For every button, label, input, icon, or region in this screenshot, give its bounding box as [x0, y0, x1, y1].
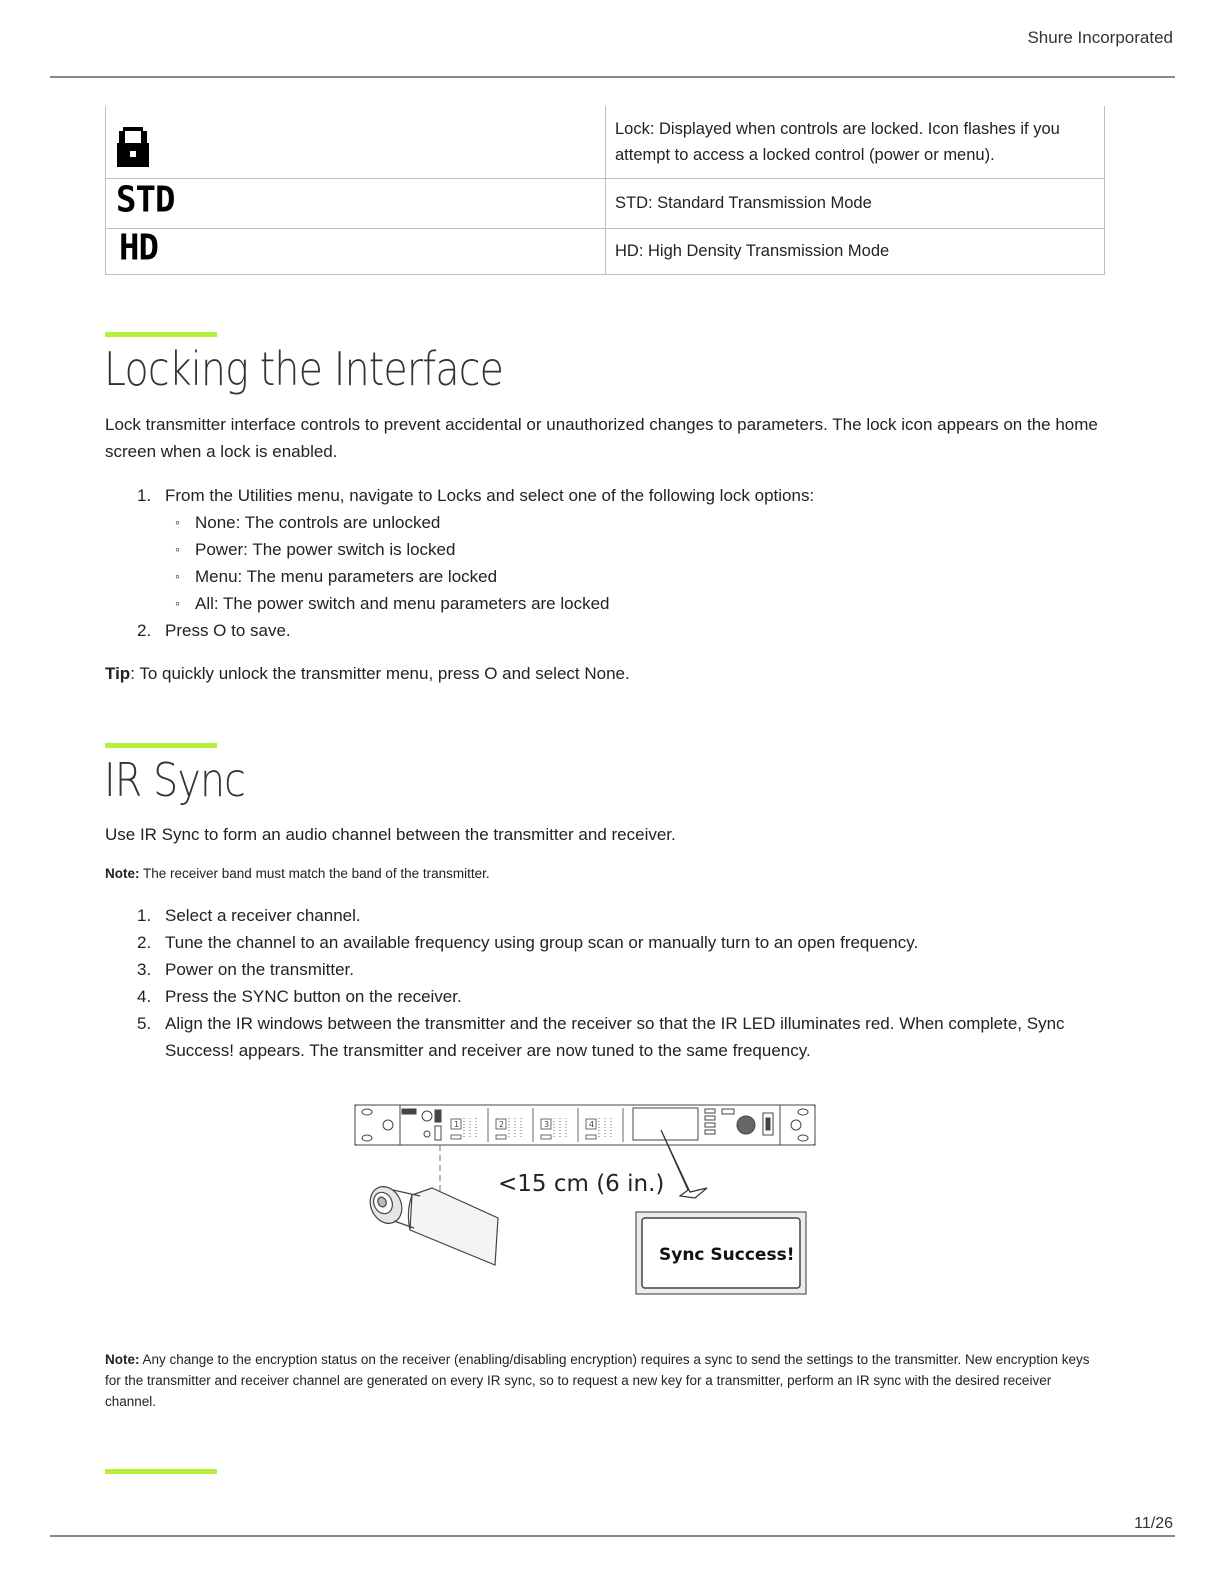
list-number: 1.: [137, 906, 152, 925]
lock-options-list: [165, 509, 1105, 617]
list-item: [137, 617, 1105, 644]
sync-success-text: Sync Success!: [659, 1245, 795, 1265]
table-description-cell: Lock: Displayed when controls are locked. Icon flashes if you attempt to access a locked control (power or menu).: [606, 106, 1105, 178]
list-number: 2.: [137, 621, 152, 640]
footer-divider: [50, 1535, 1175, 1537]
ir-sync-intro: Use IR Sync to form an audio channel between the transmitter and receiver.: [105, 825, 676, 844]
section-accent-bar: [105, 332, 217, 337]
step-text: Press O to save.: [165, 621, 291, 640]
note-text: The receiver band must match the band of the transmitter.: [139, 866, 490, 881]
list-number: 4.: [137, 987, 152, 1006]
list-item: [137, 1010, 1105, 1064]
hd-icon: HD: [119, 227, 158, 269]
locking-intro: Lock transmitter interface controls to prevent accidental or unauthorized changes to parameters. The lock icon appears on the home screen when a lock is enabled.: [105, 415, 1098, 461]
encryption-note: [105, 1349, 1105, 1412]
table-row: [106, 178, 1105, 228]
std-icon: STD: [116, 179, 175, 221]
lock-option-menu: ◦ Menu: The menu parameters are locked: [195, 563, 1105, 590]
ir-sync-note: [105, 863, 1105, 884]
tip-text: : To quickly unlock the transmitter menu, press O and select None.: [130, 664, 630, 683]
table-description-cell: HD: High Density Transmission Mode: [606, 228, 1105, 274]
step-text: Tune the channel to an available frequency using group scan or manually turn to an open frequency.: [165, 933, 919, 952]
step-text: Press the SYNC button on the receiver.: [165, 987, 462, 1006]
transmitter: [364, 1181, 498, 1265]
lock-icon: [116, 125, 150, 169]
ir-sync-illustration: [350, 1100, 820, 1300]
sync-success-display: [636, 1212, 806, 1294]
header-divider: [50, 76, 1175, 78]
step-text: Select a receiver channel.: [165, 906, 361, 925]
receiver-unit: [355, 1105, 815, 1145]
step-text: From the Utilities menu, navigate to Locks and select one of the following lock options:: [165, 486, 815, 505]
list-item: [137, 983, 1105, 1010]
step-text: Align the IR windows between the transmitter and the receiver so that the IR LED illuminates red. When complete, Sync Success! appears. The transmitter and receiver are now tuned to the same frequency.: [165, 1014, 1065, 1060]
page-number: 11/26: [1134, 1515, 1173, 1532]
list-number: 1.: [137, 486, 152, 505]
channel-number-4: 4: [589, 1120, 595, 1129]
lock-option-power: ◦ Power: The power switch is locked: [195, 536, 1105, 563]
note-label: Note:: [105, 866, 140, 881]
section-title-locking: Locking the Interface: [104, 342, 504, 396]
channel-number-1: 1: [454, 1120, 460, 1129]
locking-tip: [105, 660, 1105, 687]
table-icon-cell: [106, 178, 606, 228]
list-item: [137, 902, 1105, 929]
table-description-cell: STD: Standard Transmission Mode: [606, 178, 1105, 228]
note-label: Note:: [105, 1352, 140, 1367]
list-item: [137, 956, 1105, 983]
lock-option-none: ◦ None: The controls are unlocked: [195, 509, 1105, 536]
note-text: Any change to the encryption status on the receiver (enabling/disabling encryption) requires a sync to send the settings to the transmitter. New encryption keys for the transmitter and receiver channel are generated on every IR sync, so to request a new key for a transmitter, perform an IR sync with the desired receiver channel.: [105, 1352, 1090, 1409]
locking-steps-list: [137, 482, 1105, 644]
section-accent-bar: [105, 743, 217, 748]
tip-label: Tip: [105, 664, 131, 683]
table-icon-cell: [106, 228, 606, 274]
channel-number-3: 3: [544, 1120, 550, 1129]
channel-number-2: 2: [499, 1120, 505, 1129]
list-item: [137, 929, 1105, 956]
table-row: [106, 228, 1105, 274]
lock-option-all: ◦ All: The power switch and menu parameters are locked: [195, 590, 1105, 617]
list-number: 2.: [137, 933, 152, 952]
list-number: 5.: [137, 1014, 152, 1033]
table-row: [106, 106, 1105, 178]
distance-label: <15 cm (6 in.): [498, 1171, 665, 1197]
display-icon-table: [105, 106, 1105, 275]
table-icon-cell: [106, 106, 606, 178]
section-accent-bar: [105, 1469, 217, 1474]
step-text: Power on the transmitter.: [165, 960, 354, 979]
channel-strips: [451, 1108, 623, 1142]
section-title-ir-sync: IR Sync: [104, 753, 246, 807]
list-item: [137, 482, 1105, 617]
ir-sync-steps-list: [137, 902, 1105, 1064]
list-number: 3.: [137, 960, 152, 979]
header-company-name: Shure Incorporated: [1027, 28, 1173, 47]
